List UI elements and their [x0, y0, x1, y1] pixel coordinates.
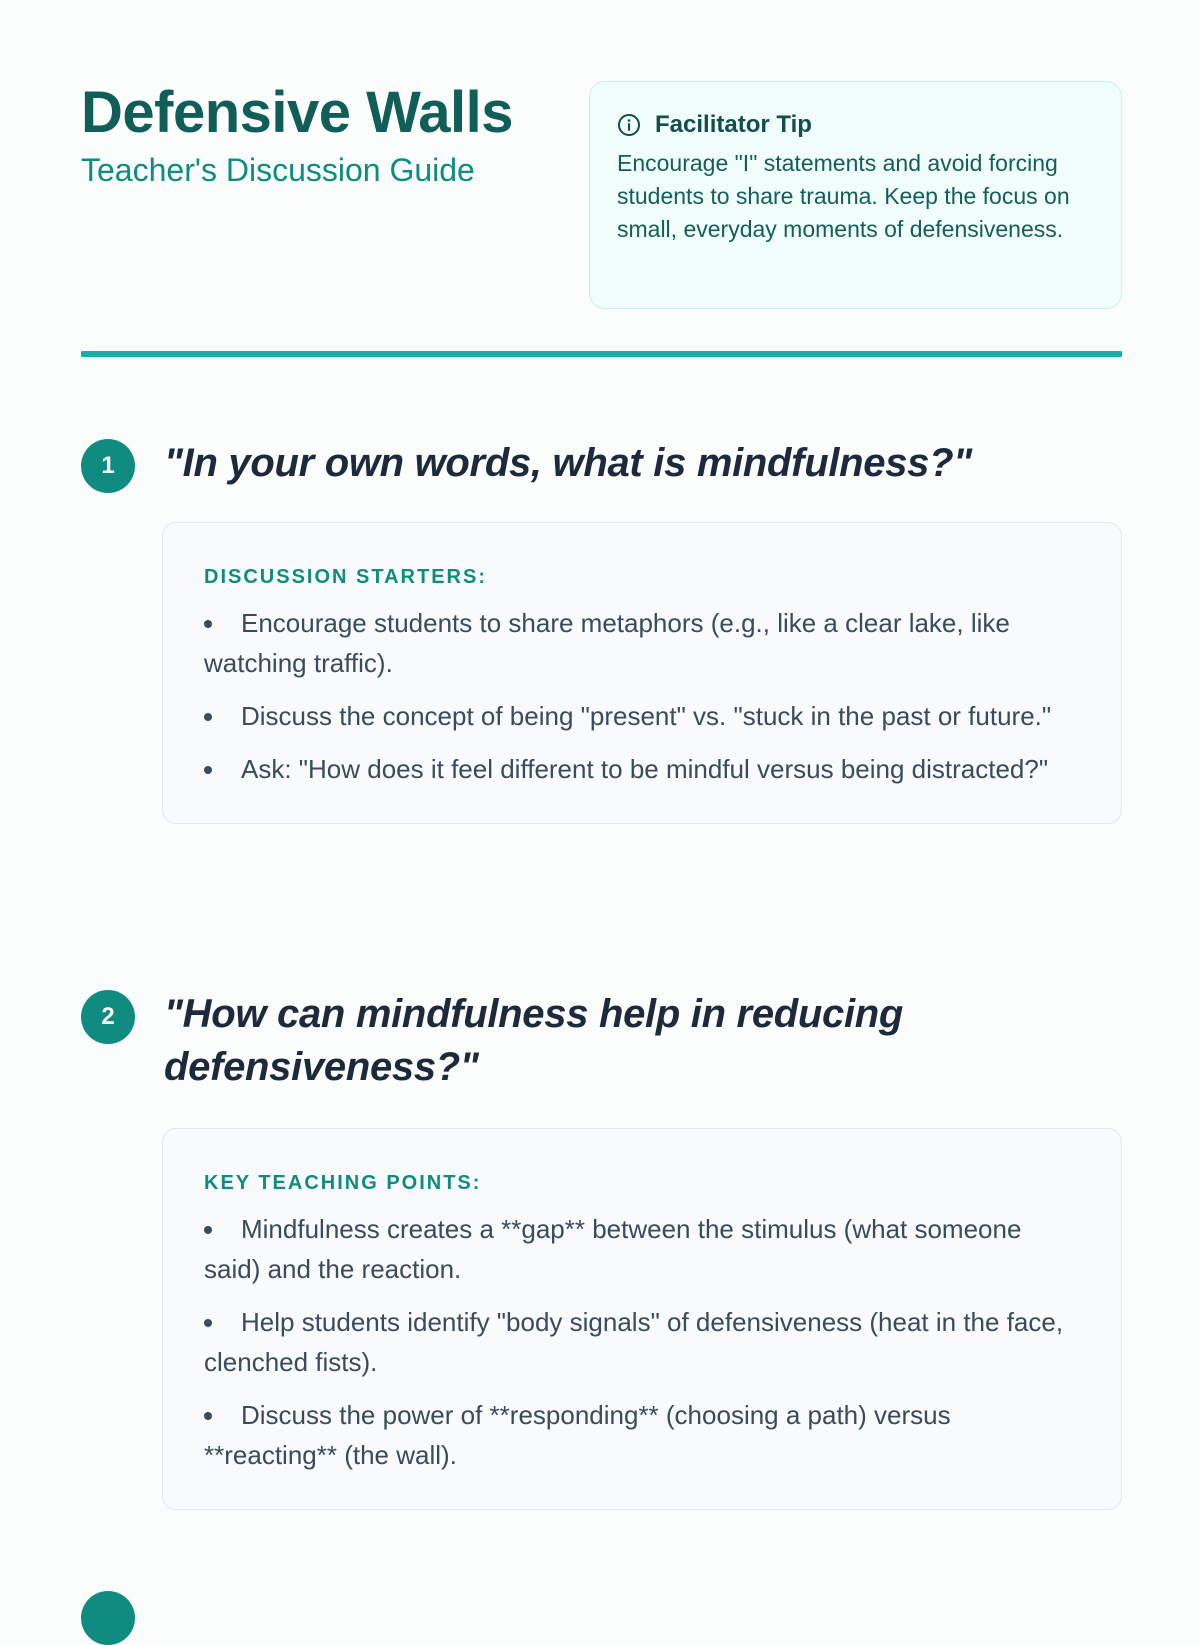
facilitator-tip-text: Encourage "I" statements and avoid forcing students to share trauma. Keep the focus on small, everyday moments of defensiveness. [617, 150, 1070, 242]
question-1 [81, 437, 1122, 824]
bullet-icon [204, 1226, 212, 1234]
bullet-icon [204, 1412, 212, 1420]
question-heading [81, 988, 1122, 1094]
list-item-text: Ask: "How does it feel different to be mindful versus being distracted?" [241, 754, 1049, 784]
question-text: "How can mindfulness help in reducing defensiveness?" [164, 992, 904, 1089]
bullet-icon [204, 713, 212, 721]
key-teaching-points-list [204, 1209, 1081, 1475]
bullet-icon [204, 766, 212, 774]
key-teaching-points-card [162, 1128, 1122, 1510]
info-icon [617, 113, 641, 137]
list-item-text: Help students identify "body signals" of defensiveness (heat in the face, clenched fists). [204, 1307, 1064, 1377]
question-number-badge-partial [81, 1591, 135, 1645]
card-label: DISCUSSION STARTERS: [204, 566, 487, 588]
list-item [204, 1395, 1081, 1475]
discussion-starters-card [162, 522, 1122, 824]
card-label: KEY TEACHING POINTS: [204, 1172, 482, 1194]
guide-header [81, 0, 1122, 356]
discussion-guide-page [81, 0, 1122, 1470]
facilitator-tip-header [617, 108, 1095, 142]
list-item-text: Discuss the power of **responding** (choosing a path) versus **reacting** (the wall). [204, 1400, 951, 1470]
list-item-text: Mindfulness creates a **gap** between the stimulus (what someone said) and the reaction. [204, 1214, 1022, 1284]
list-item [204, 696, 1081, 736]
question-number-badge: 1 [81, 439, 135, 493]
page-subtitle: Teacher's Discussion Guide [81, 152, 475, 188]
page-title: Defensive Walls [81, 80, 513, 145]
list-item [204, 1209, 1081, 1289]
question-2 [81, 988, 1122, 1510]
discussion-starters-list [204, 603, 1081, 789]
list-item [204, 749, 1081, 789]
list-item [204, 603, 1081, 683]
bullet-icon [204, 1319, 212, 1327]
header-divider [81, 351, 1122, 357]
question-text: "In your own words, what is mindfulness?" [164, 441, 972, 485]
list-item-text: Discuss the concept of being "present" vs. "stuck in the past or future." [241, 701, 1052, 731]
bullet-icon [204, 620, 212, 628]
question-number-badge: 2 [81, 990, 135, 1044]
question-heading [81, 437, 1122, 490]
list-item [204, 1302, 1081, 1382]
facilitator-tip-title: Facilitator Tip [655, 111, 812, 138]
facilitator-tip-box [589, 81, 1122, 309]
list-item-text: Encourage students to share metaphors (e.g., like a clear lake, like watching traffic). [204, 608, 1010, 678]
